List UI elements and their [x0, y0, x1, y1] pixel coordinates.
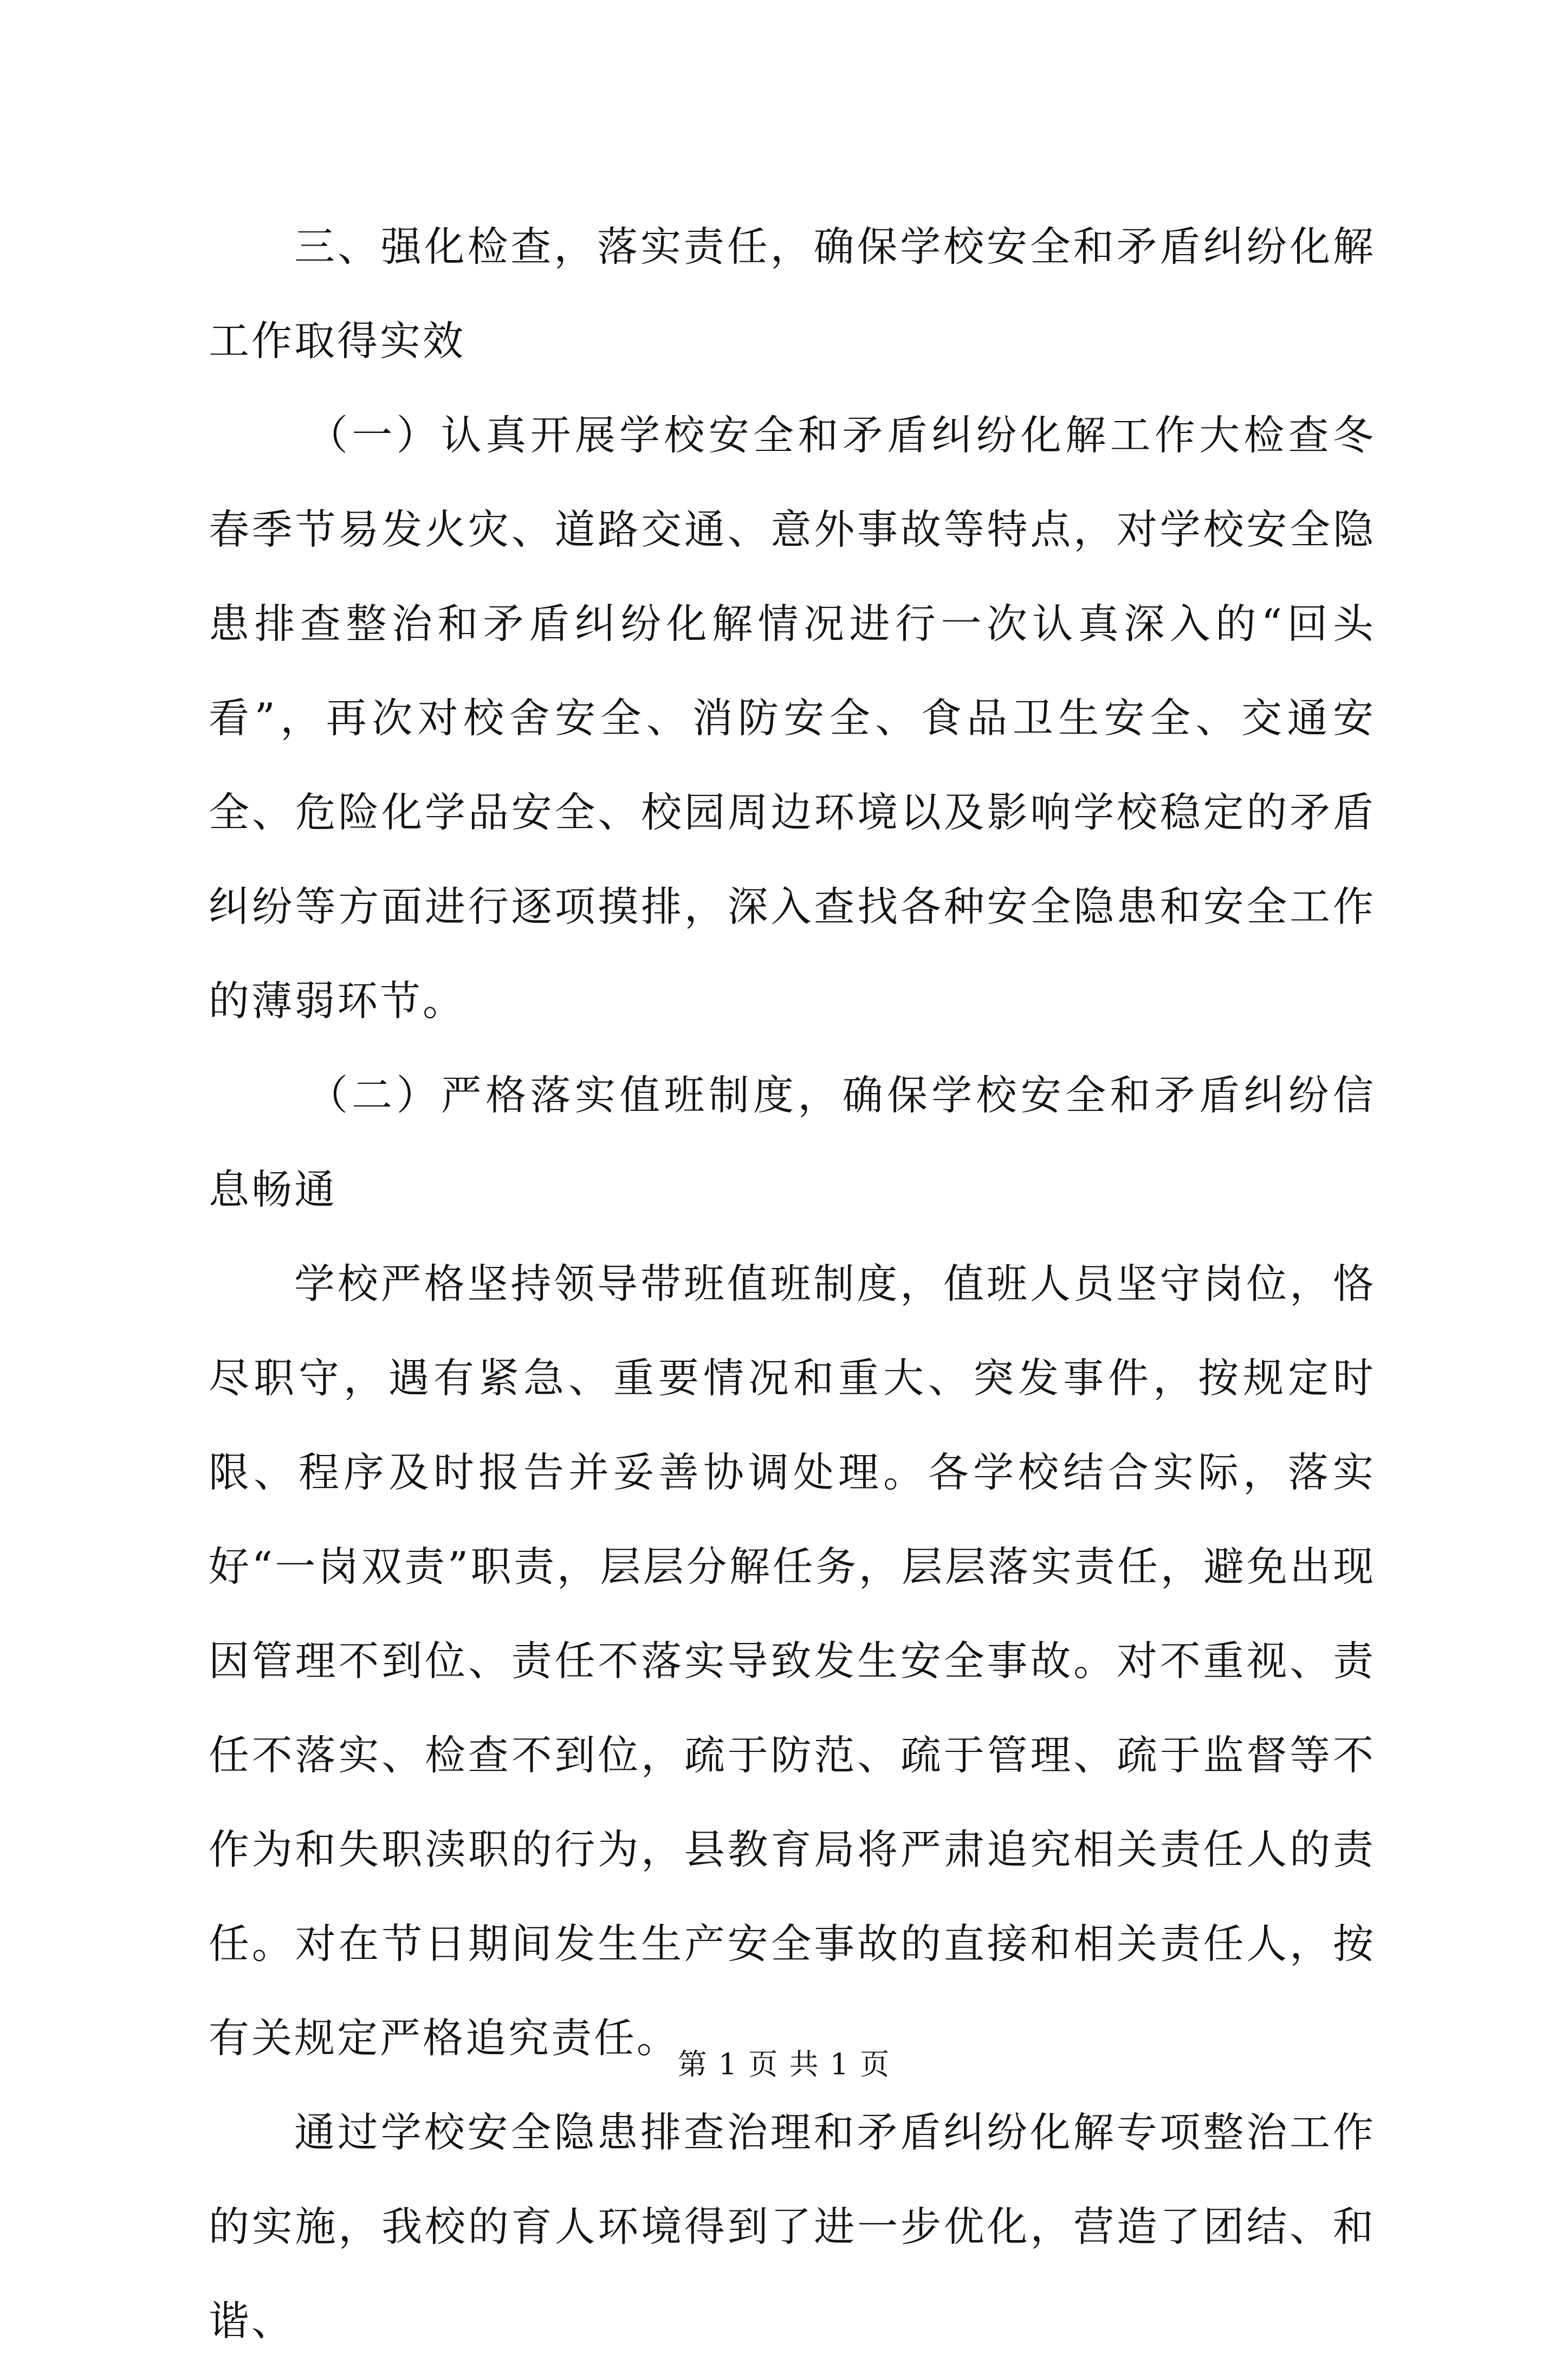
subsection-heading-2: （二）严格落实值班制度，确保学校安全和矛盾纠纷信息畅通 [209, 1071, 1376, 1213]
subsection-heading-1: （一）认真开展学校安全和矛盾纠纷化解工作大检查冬春季节易发火灾、道路交通、意外事故等特点，对学校安全隐患排查整治和矛盾纠纷化解情况进行一次认真深入的“回头看”，再次对校舍安全、消防安全、食品卫生安全、交通安全、危险化学品安全、校园周边环境以及影响学校稳定的矛盾纠纷等方面进行逐项摸排，深入查找各种安全隐患和安全工作的薄弱环节。 [209, 411, 1376, 1025]
body-paragraph: 通过学校安全隐患排查治理和矛盾纠纷化解专项整治工作的实施，我校的育人环境得到了进一步优化，营造了团结、和谐、 [209, 2108, 1376, 2345]
body-paragraph: 学校严格坚持领导带班值班制度，值班人员坚守岗位，恪尽职守，遇有紧急、重要情况和重大、突发事件，按规定时限、程序及时报告并妥善协调处理。各学校结合实际，落实好“一岗双责”职责，层层分解任务，层层落实责任，避免出现因管理不到位、责任不落实导致发生安全事故。对不重视、责任不落实、检查不到位，疏于防范、疏于管理、疏于监督等不作为和失职渎职的行为，县教育局将严肃追究相关责任人的责任。对在节日期间发生生产安全事故的直接和相关责任人，按有关规定严格追究责任。 [209, 1260, 1376, 2062]
document-body [209, 199, 1376, 2368]
page-number-footer: 第 1 页 共 1 页 [677, 2047, 891, 2081]
section-heading: 三、强化检查，落实责任，确保学校安全和矛盾纠纷化解工作取得实效 [209, 223, 1376, 365]
